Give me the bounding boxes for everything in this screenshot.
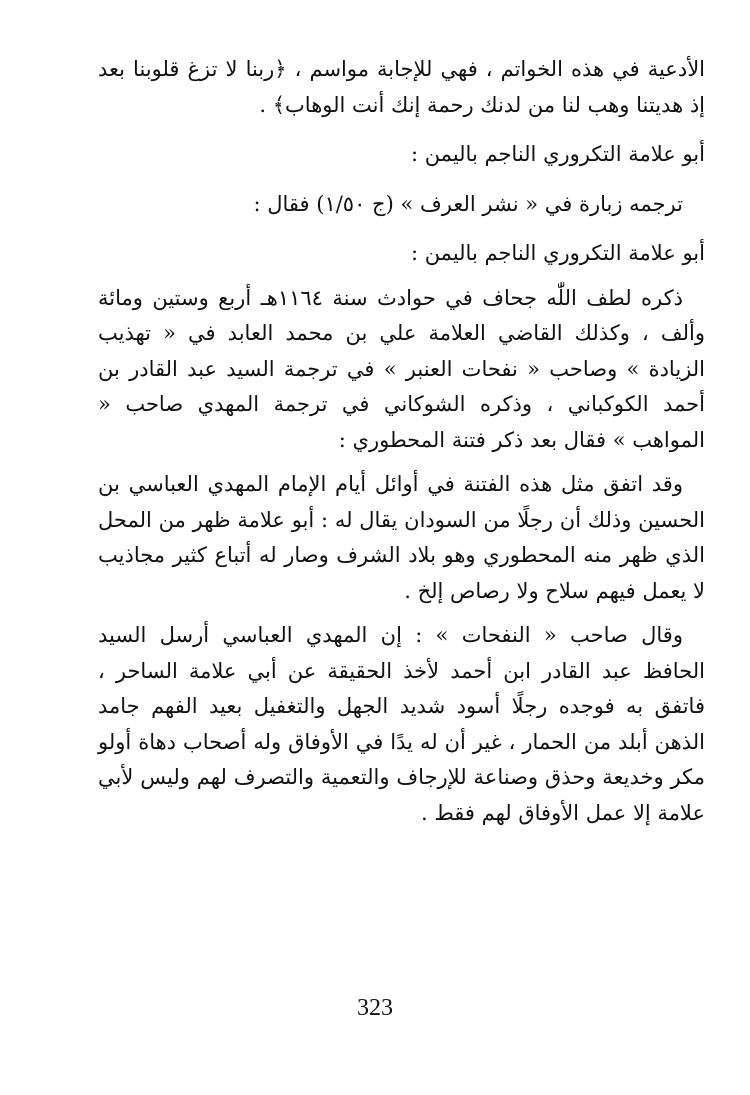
body-paragraph-1: ذكره لطف اللّٰه جحاف في حوادث سنة ١١٦٤هـ أربع وستين ومائة وألف ، وكذلك القاضي العلامة علي بن محمد العابد في « تهذيب الزيادة » وصاحب « نفحات العنبر » في ترجمة السيد عبد القادر بن أحمد الكوكباني ، وذكره الشوكاني في ترجمة المهدي صاحب « المواهب » فقال بعد ذكر فتنة المحطوري : [98, 285, 705, 452]
page-number: 323 [357, 995, 393, 1021]
page-body [98, 52, 705, 831]
intro-paragraph: الأدعية في هذه الخواتم ، فهي للإجابة مواسم ، ﴿ربنا لا تزغ قلوبنا بعد إذ هديتنا وهب لنا من لدنك رحمة إنك أنت الوهاب﴾ . [98, 57, 705, 117]
body-paragraph-2: وقد اتفق مثل هذه الفتنة في أوائل أيام الإمام المهدي العباسي بن الحسين وذلك أن رجلًا من السودان يقال له : أبو علامة ظهر من المحل الذي ظهر منه المحطوري وهو بلاد الشرف وصار له أتباع كثير مجاذيب لا يعمل فيهم سلاح ولا رصاص إلخ . [98, 472, 705, 603]
body-paragraph-3: وقال صاحب « النفحات » : إن المهدي العباسي أرسل السيد الحافظ عبد القادر ابن أحمد لأخذ الحقيقة عن أبي علامة الساحر ، فاتفق به فوجده رجلًا أسود شديد الجهل والتغفيل بعيد الفهم جامد الذهن أبلد من الحمار ، غير أن له يدًا في الأوفاق وله أصحاب دهاة أولو مكر وخديعة وحذق وصناعة للإرجاف والتعمية والتصرف لهم وليس لأبي علامة إلا عمل الأوفاق لهم فقط . [98, 623, 705, 825]
quoted-heading: أبو علامة التكروري الناجم باليمن : [410, 241, 705, 265]
citation-line: ترجمه زبارة في « نشر العرف » (ج ١/٥٠) فقال : [253, 191, 683, 216]
section-heading: أبو علامة التكروري الناجم باليمن : [410, 142, 705, 166]
